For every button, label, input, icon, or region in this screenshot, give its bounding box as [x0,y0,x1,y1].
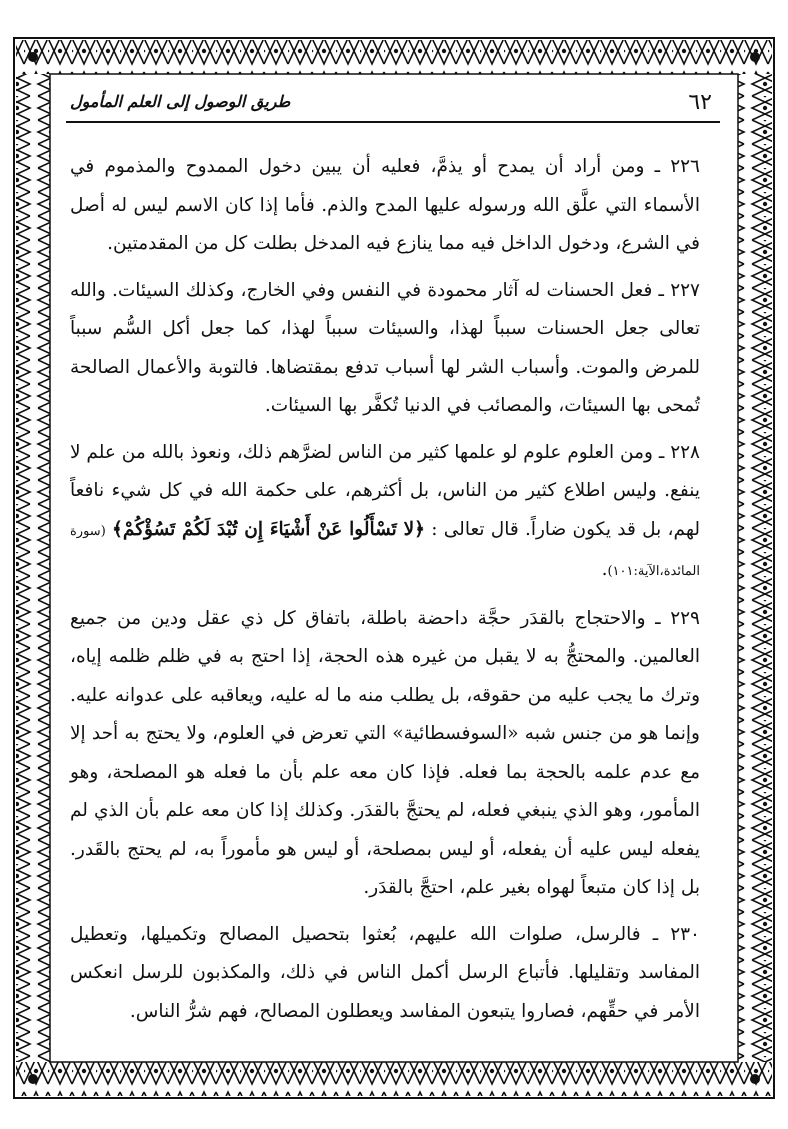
paragraph-228 [70,434,700,592]
paragraph-227 [70,272,700,426]
paragraph-number: ٢٢٩ [670,607,700,629]
body-text [70,148,700,1039]
quran-verse: ﴿لا تَسْأَلُوا عَنْ أَشْيَاءَ إِن تُبْدَ لَكُمْ تَسُؤْكُمْ﴾ [112,518,425,540]
paragraph-229 [70,600,700,908]
paragraph-text: ـ والاحتجاج بالقدَر حجَّة داحضة باطلة، باتفاق كل ذي عقل ودين من جميع العالمين. والمحتجُّ به لا يقبل من غيره هذه الحجة، إذا احتج به في ظلم ظلمه إياه، وترك ما يجب عليه من حقوقه، بل يطلب منه ما له عليه، ويعاقبه على عدوانه عليه. وإنما هو من جنس شبه «السوفسطائية» التي تعرض في العلوم، ولا يحتج به أحد إلا مع عدم علمه بالحجة بما فعله. فإذا كان معه علم بأن ما فعله هو المصلحة، وهو المأمور، وهو الذي ينبغي فعله، لم يحتجَّ بالقدَر. وكذلك إذا كان معه علم بأن الذي لم يفعله ليس عليه أن يفعله، أو ليس بمصلحة، أو ليس هو مأموراً به، لم يحتج بالقَدر. بل إذا كان متبعاً لهواه بغير علم، احتجَّ بالقدَر. [70,607,701,898]
paragraph-number: ٢٢٧ [670,279,700,301]
paragraph-text: ـ ومن العلوم علوم لو علمها كثير من الناس لضرَّهم ذلك، ونعوذ بالله من علم لا ينفع. وليس اطلاع كثير من الناس، بل أكثرهم، على حكمة الله في كل شيء نافعاً لهم، بل قد يكون ضاراً. قال تعالى : [70,441,700,540]
paragraph-number: ٢٣٠ [670,923,700,945]
page-header [66,88,720,118]
paragraph-text: ـ فعل الحسنات له آثار محمودة في النفس وفي الخارج، وكذلك السيئات. والله تعالى جعل الحسنات سبباً لهذا، والسيئات سبباً لهذا، كما جعل أكل السُّم سبباً للمرض والموت. وأسباب الشر لها أسباب تدفع بمقتضاها. فالتوبة والأعمال الصالحة تُمحى بها السيئات، والمصائب في الدنيا تُكفَّر بها السيئات. [70,279,700,416]
paragraph-230 [70,916,700,1032]
paragraph-number: ٢٢٨ [670,441,700,463]
header-rule [66,121,720,123]
paragraph-number: ٢٢٦ [670,156,700,177]
paragraph-text: ـ فالرسل، صلوات الله عليهم، بُعثوا بتحصيل المصالح وتكميلها، وتعطيل المفاسد وتقليلها. فأتباع الرسل أكمل الناس في ذلك، والمكذبون للرسل انعكس الأمر في حقِّهم، فصاروا يتبعون المفاسد ويعطلون المصالح، فهم شرُّ الناس. [70,923,700,1022]
page-number: ٦٢ [688,90,712,115]
verse-reference: (سورة المائدة،الآية:١٠١) [70,523,700,579]
paragraph-end: . [601,559,608,580]
paragraph-226 [70,148,700,264]
paragraph-text: ـ ومن أراد أن يمدح أو يذمَّ، فعليه أن يبين دخول الممدوح والمذموم في الأسماء التي علَّق الله ورسوله عليها المدح والذم. فأما إذا كان الاسم ليس له أصل في الشرع، ودخول الداخل فيه مما ينازع فيه المدخل بطلت كل من المقدمتين. [70,156,700,254]
running-title: طريق الوصول إلى العلم المأمول [70,92,291,111]
